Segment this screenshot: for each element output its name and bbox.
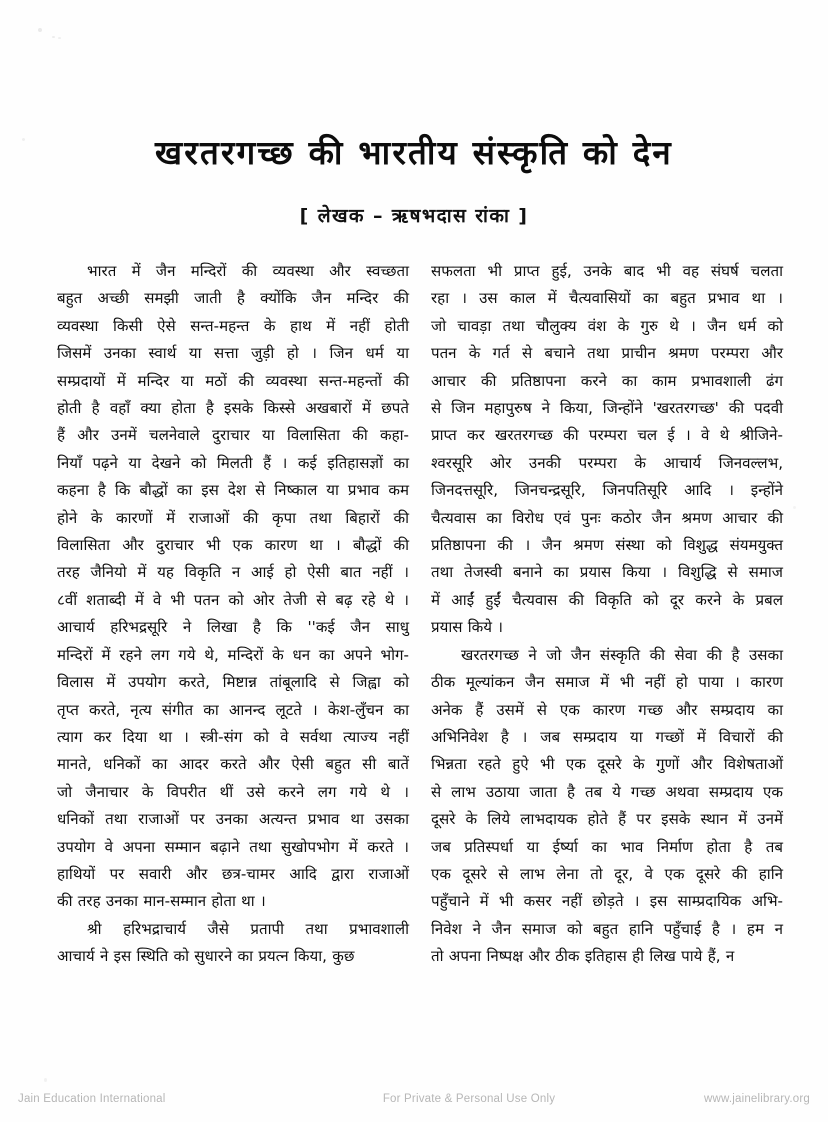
body-line: तृप्त करते, नृत्य संगीत का आनन्द लूटते । केश-लुँचन का [57,700,409,719]
body-line: से लाभ उठाया जाता है तब ये गच्छ अथवा सम्प्रदाय एक [431,782,783,801]
body-line: पतन के गर्त से बचाने तथा प्राचीन श्रमण परम्परा और [431,344,783,363]
body-line: प्रतिष्ठापना की । जैन श्रमण संस्था को विशुद्ध संयमयुक्त [431,536,783,555]
body-line: आचार की प्रतिष्ठापना करने का काम प्रभावशाली ढंग [431,371,783,390]
body-line: पहुँचाने में भी कसर नहीं छोड़ते । इस साम्प्रदायिक अभि- [431,892,783,911]
body-line: तथा तेजस्वी बनाने का प्रयास किया । विशुद्धि से समाज [431,563,783,582]
body-line: धनिकों तथा राजाओं पर उनका अत्यन्त प्रभाव था उसका [57,810,409,829]
body-line: से जिन महापुरुष ने किया, जिन्होंने 'खरतरगच्छ' की पदवी [431,399,783,418]
scan-speck [58,37,61,39]
body-line: हाथियों पर सवारी और छत्र-चामर आदि द्वारा राजाओं [57,864,409,883]
scan-speck [52,36,55,38]
title-block [0,134,828,228]
body-line: विलास में उपयोग करते, मिष्टान्न तांबूलादि से जिह्वा को [57,673,409,692]
body-line: जो जैनाचार के विपरीत थीं उसे करने लग गये थे । [57,782,409,801]
body-line: चैत्यवास का विरोध एवं पुनः कठोर जैन श्रमण आचार की [431,508,783,527]
body-line: सम्प्रदायों में मन्दिर या मठों की व्यवस्था सन्त-महन्तों की [57,371,409,390]
body-paragraph [57,916,409,971]
body-line: ८वीं शताब्दी में वे भी पतन को ओर तेजी से बढ़ रहे थे । [57,590,409,609]
body-line: श्वरसूरि ओर उनकी परम्परा के आचार्य जिनवल्लभ, [431,453,783,472]
body-line: दूसरे के लिये लाभदायक होते हैं पर इसके स्थान में उनमें [431,810,783,829]
footer-left-text: Jain Education International [18,1093,166,1105]
body-line: विलासिता और दुराचार भी एक कारण था । बौद्धों की [57,536,409,555]
body-line: कहना है कि बौद्धों का इस देश से निष्काल या प्रभाव कम [57,481,409,500]
column-left [57,258,409,971]
author-byline: [ लेखक – ऋषभदास रांका ] [299,204,529,227]
body-line: निवेश ने जैन समाज को बहुत हानि पहुँचाई है । हम न [431,919,783,938]
body-line: उपयोग वे अपना सम्मान बढ़ाने तथा सुखोपभोग में करते । [57,837,409,856]
body-line: जिनदत्तसूरि, जिनचन्द्रसूरि, जिनपतिसूरि आदि । इन्होंने [431,481,783,500]
scan-speck [793,506,796,509]
body-line: आचार्य ने इस स्थिति को सुधारने का प्रयत्न किया, कुछ [57,947,355,966]
footer-right-link[interactable]: www.jainelibrary.org [703,1093,810,1105]
body-line: भारत में जैन मन्दिरों की व्यवस्था और स्वच्छता [87,262,409,280]
page-footer [0,1093,828,1105]
body-line: हैं और उनमें चलनेवाले दुराचार या विलासिता की कहा- [57,426,409,445]
scan-speck [44,1078,47,1082]
body-line: तो अपना निष्पक्ष और ठीक इतिहास ही लिख पाये हैं, न [431,947,735,966]
body-line: की तरह उनका मान-सम्मान होता था । [57,892,266,911]
body-line: रहा । उस काल में चैत्यवासियों का बहुत प्रभाव था । [431,289,783,308]
body-paragraph [431,642,783,971]
body-line: तरह जैनियो में यह विकृति न आई हो ऐसी बात नहीं । [57,563,409,582]
body-line: खरतरगच्छ ने जो जैन संस्कृति की सेवा की है उसका [461,645,783,664]
body-line: जिसमें उनका स्वार्थ या सत्ता जुड़ी हो । जिन धर्म या [57,344,409,363]
page-title: खरतरगच्छ की भारतीय संस्कृति को देन [155,133,673,172]
body-line: प्राप्त कर खरतरगच्छ की परम्परा चल ई । वे थे श्रीजिने- [431,426,783,445]
body-line: होने के कारणों में राजाओं की कृपा तथा बिहारों की [57,508,409,527]
body-line: व्यवस्था किसी ऐसे सन्त-महन्त के हाथ में नहीं होती [57,316,409,335]
body-line: प्रयास किये । [431,618,504,637]
body-line: श्री हरिभद्राचार्य जैसे प्रतापी तथा प्रभावशाली [87,919,409,938]
body-line: आचार्य हरिभद्रसूरि ने लिखा है कि ''कई जैन साधु [57,618,409,637]
body-line: एक दूसरे से लाभ लेना तो दूर, वे एक दूसरे की हानि [431,864,783,883]
body-line: होती है वहाँ क्या होता है इसके किस्से अखबारों में छपते [57,399,409,418]
body-line: मानते, धनिकों का आदर करते और ऐसी बहुत सी बातें [57,755,409,774]
body-line: नियाँ पढ़ने या देखने को मिलती हैं । कई इतिहासज्ञों का [57,453,409,472]
body-columns [57,258,783,971]
body-paragraph [431,258,783,642]
body-line: बहुत अच्छी समझी जाती है क्योंकि जैन मन्दिर की [57,289,409,308]
body-line: में आईं हुईं चैत्यवास की विकृति को दूर करने के प्रबल [431,590,783,609]
body-line: सफलता भी प्राप्त हुई, उनके बाद भी वह संघर्ष चलता [431,262,783,280]
body-line: त्याग कर दिया था । स्त्री-संग को वे सर्वथा त्याज्य नहीं [57,727,409,746]
body-line: अनेक हैं उसमें से एक कारण गच्छ और सम्प्रदाय का [431,700,783,719]
column-right [431,258,783,971]
body-line: अभिनिवेश है । जब सम्प्रदाय या गच्छों में विचारों की [431,727,783,746]
scan-speck [38,28,42,32]
footer-center-text: For Private & Personal Use Only [382,1093,556,1105]
body-line: जब प्रतिस्पर्धा या ईर्ष्या का भाव निर्माण होता है तब [431,837,783,856]
body-paragraph [57,258,409,916]
body-line: भिन्नता रहते हुऐ भी एक दूसरे के गुणों और विशेषताओं [431,755,783,774]
body-line: ठीक मूल्यांकन जैन समाज में भी नहीं हो पाया । कारण [431,673,783,692]
body-line: जो चावड़ा तथा चौलुक्य वंश के गुरु थे । जैन धर्म को [431,316,783,335]
body-line: मन्दिरों में रहने लग गये थे, मन्दिरों के धन का अपने भोग- [57,645,409,664]
